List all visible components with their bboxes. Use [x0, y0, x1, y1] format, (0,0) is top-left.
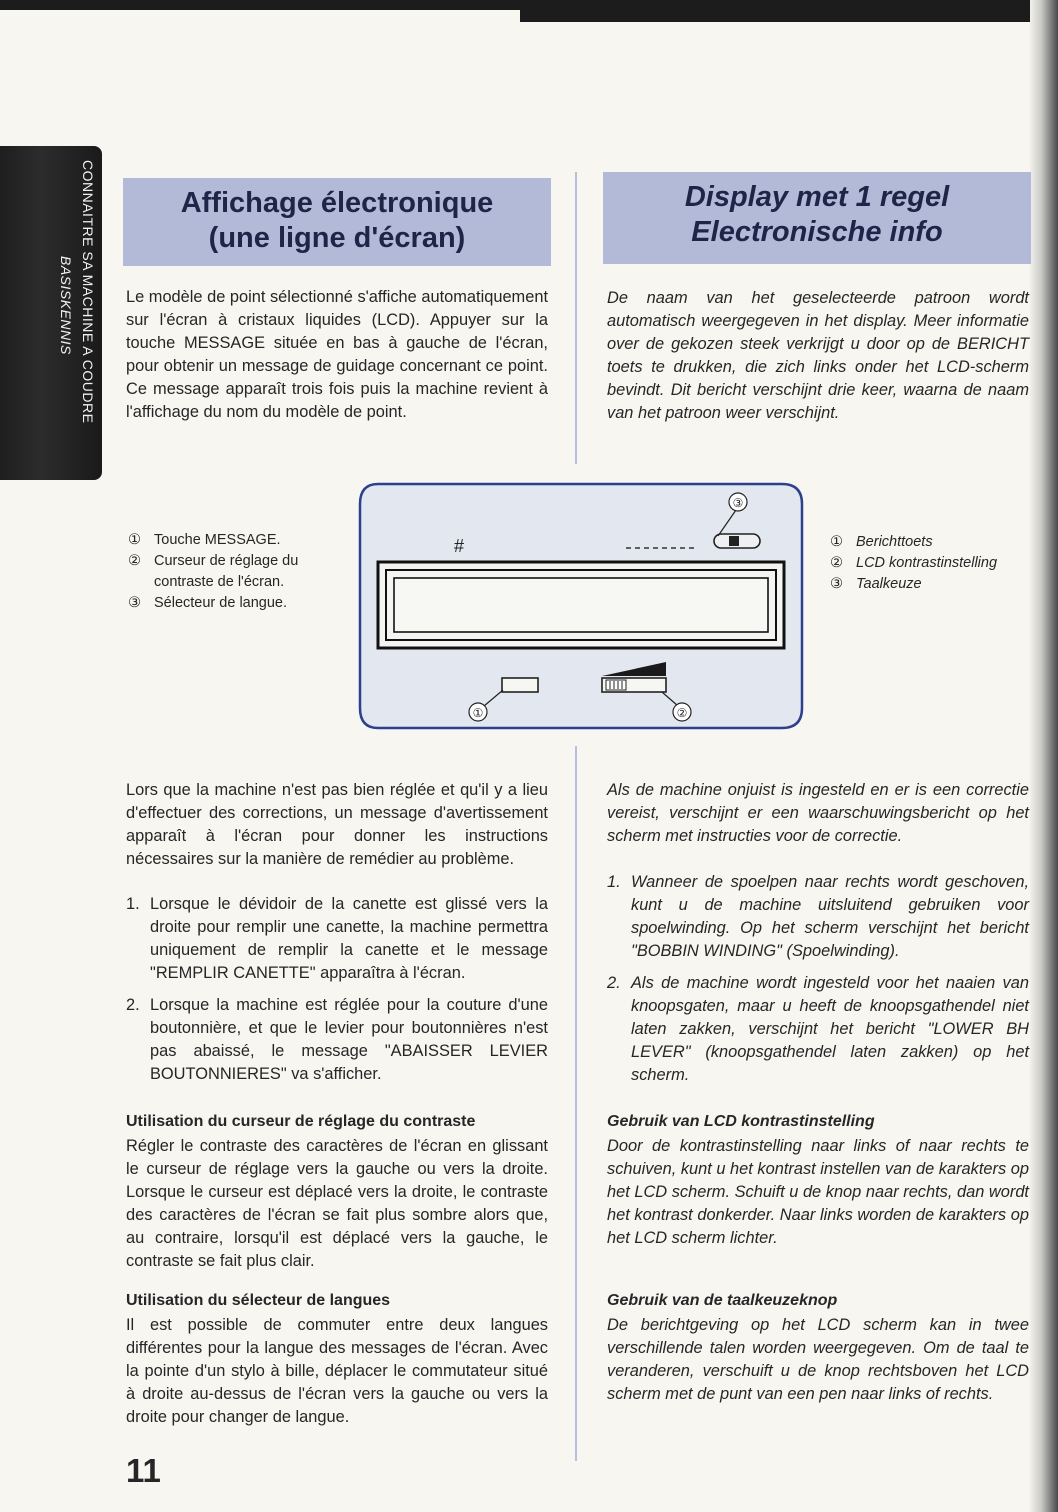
callout-3-label: ③ [732, 496, 744, 510]
list-number: 1. [126, 895, 140, 913]
heading-fr [123, 178, 551, 266]
fr-warning-list [126, 893, 548, 1095]
page-number: 11 [126, 1452, 161, 1489]
list-number: 2. [126, 996, 140, 1014]
lcd-panel-diagram [358, 480, 804, 732]
side-tab [0, 146, 102, 480]
top-scan-border [0, 0, 1058, 22]
nl-legend-item [830, 532, 1030, 553]
fr-intro-text: Le modèle de point sélectionné s'affiche automatiquement sur l'écran à cristaux liquides (LCD). Appuyer sur la touche MESSAGE située en bas à gauche de l'écran, pour obtenir un message de guidage concernant ce point. Ce message apparaît trois fois puis la machine revient à l'affichage du nom du modèle de point. [126, 288, 548, 421]
nl-legend [830, 532, 1030, 595]
right-scan-edge [1030, 0, 1058, 1512]
callout-2-label: ② [676, 706, 688, 720]
heading-nl [603, 172, 1031, 264]
callout-number: ② [128, 553, 141, 569]
callout-number: ① [830, 534, 843, 550]
list-text: Lorsque la machine est réglée pour la couture d'une boutonnière, et que le levier pour boutonnières n'est pas abaissé, le message "ABAISSER LEVIER BOUTONNIERES" va s'afficher. [150, 996, 548, 1083]
heading-nl-line1: Display met 1 regel [684, 181, 950, 213]
heading-fr-line1: Affichage électronique [180, 187, 494, 219]
list-text: Lorsque le dévidoir de la canette est glissé vers la droite pour remplir une canette, la machine permettra uniquement de remplir la canette et le message "REMPLIR CANETTE" apparaîtra à l'écran. [150, 895, 548, 982]
list-item [607, 871, 1029, 963]
callout-number: ③ [128, 595, 141, 611]
lcd-screen [394, 578, 768, 632]
nl-legend-item [830, 574, 1030, 595]
diagram-hash-label: # [454, 536, 465, 556]
top-scan-gap [0, 10, 520, 24]
column-divider-top [575, 172, 577, 464]
fr-legend [128, 530, 338, 614]
column-divider-bottom [575, 746, 577, 1461]
nl-warning-list [607, 871, 1029, 1096]
nl-legend-label: Taalkeuze [856, 576, 922, 592]
callout-number: ① [128, 532, 141, 548]
fr-language-text: Il est possible de commuter entre deux langues différentes pour la langue des messages de l'écran. Avec la pointe d'un stylo à bille, déplacer le commutateur situé à droite au-dessus de l'écran vers la gauche ou vers la droite pour changer de langue. [126, 1316, 548, 1426]
fr-legend-item [128, 593, 338, 614]
list-number: 1. [607, 873, 621, 891]
callout-number: ③ [830, 576, 843, 592]
fr-contrast-text: Régler le contraste des caractères de l'écran en glissant le curseur de réglage vers la gauche ou vers la droite. Lorsque le curseur est déplacé vers la droite, le contraste des caractères de l'écran se fait plus sombre alors que, au contraire, lorsqu'il est déplacé vers la gauche, le contraste se fait plus clair. [126, 1137, 548, 1270]
fr-contrast-heading: Utilisation du curseur de réglage du contraste [126, 1113, 476, 1130]
nl-language-heading: Gebruik van de taalkeuzeknop [607, 1292, 838, 1309]
heading-fr-line2: (une ligne d'écran) [208, 222, 466, 254]
nl-intro-text: De naam van het geselecteerde patroon wordt automatisch weergegeven in het display. Meer informatie over de gekozen steek verkrijgt u door op de BERICHT toets te drukken, die zich links onder het LCD-scherm bevindt. Dit bericht verschijnt drie keer, waarna de naam van het patroon weer verschijnt. [607, 289, 1029, 422]
nl-contrast-text: Door de kontrastinstelling naar links of naar rechts te schuiven, kunt u het kontrast instellen van de karakters op het LCD scherm. Schuift u de knop naar rechts, dan wordt het kontrast donkerder. Naar links worden de karakters op het LCD scherm lichter. [607, 1137, 1029, 1247]
fr-legend-label: Sélecteur de langue. [154, 595, 288, 611]
nl-legend-label: LCD kontrastinstelling [856, 555, 998, 571]
list-number: 2. [607, 974, 621, 992]
side-tab-section-fr: CONNAITRE SA MACHINE A COUDRE [80, 160, 96, 424]
side-tab-section-nl: BASISKENNIS [58, 256, 74, 355]
heading-nl-line2: Electronische info [691, 216, 943, 248]
contrast-slider[interactable] [602, 678, 666, 692]
nl-warning-intro: Als de machine onjuist is ingesteld en er is een correctie vereist, verschijnt er een waarschuwingsbericht op het scherm met instructies voor de correctie. [607, 781, 1029, 845]
fr-legend-item [128, 530, 338, 551]
nl-language-text: De berichtgeving op het LCD scherm kan in twee verschillende talen worden weergegeven. Om de taal te veranderen, verschuift u de knop rechtsboven het LCD scherm met de punt van een pen naar links of rechts. [607, 1316, 1029, 1403]
list-item [607, 972, 1029, 1087]
list-text: Wanneer de spoelpen naar rechts wordt geschoven, kunt u de machine uitsluitend gebruiken voor spoelwinding. Op het scherm verschijnt het bericht "BOBBIN WINDING" (Spoelwinding). [631, 873, 1029, 960]
nl-legend-item [830, 553, 1030, 574]
contrast-slider-knob [606, 680, 626, 690]
callout-1-label: ① [472, 706, 484, 720]
fr-legend-label: Touche MESSAGE. [154, 532, 281, 548]
callout-number: ② [830, 555, 843, 571]
list-item [126, 893, 548, 985]
fr-warning-intro: Lors que la machine n'est pas bien réglée et qu'il y a lieu d'effectuer des corrections, un message d'avertissement apparaît à l'écran pour donner les instructions nécessaires sur la manière de remédier au problème. [126, 781, 548, 868]
message-button[interactable] [502, 678, 538, 692]
fr-language-heading: Utilisation du sélecteur de langues [126, 1292, 391, 1309]
nl-contrast-heading: Gebruik van LCD kontrastinstelling [607, 1113, 875, 1130]
list-item [126, 994, 548, 1086]
language-selector-switch[interactable] [714, 534, 760, 548]
fr-legend-label: Curseur de réglage du contraste de l'écran. [154, 553, 299, 590]
fr-legend-item [128, 551, 338, 593]
nl-legend-label: Berichttoets [856, 534, 933, 550]
list-text: Als de machine wordt ingesteld voor het naaien van knoopsgaten, maar u heeft de knoopsgathendel niet laten zakken, verschijnt het bericht "LOWER BH LEVER" (knoopsgathendel laten zakken) op het scherm. [631, 974, 1029, 1084]
language-switch-knob [729, 536, 739, 546]
